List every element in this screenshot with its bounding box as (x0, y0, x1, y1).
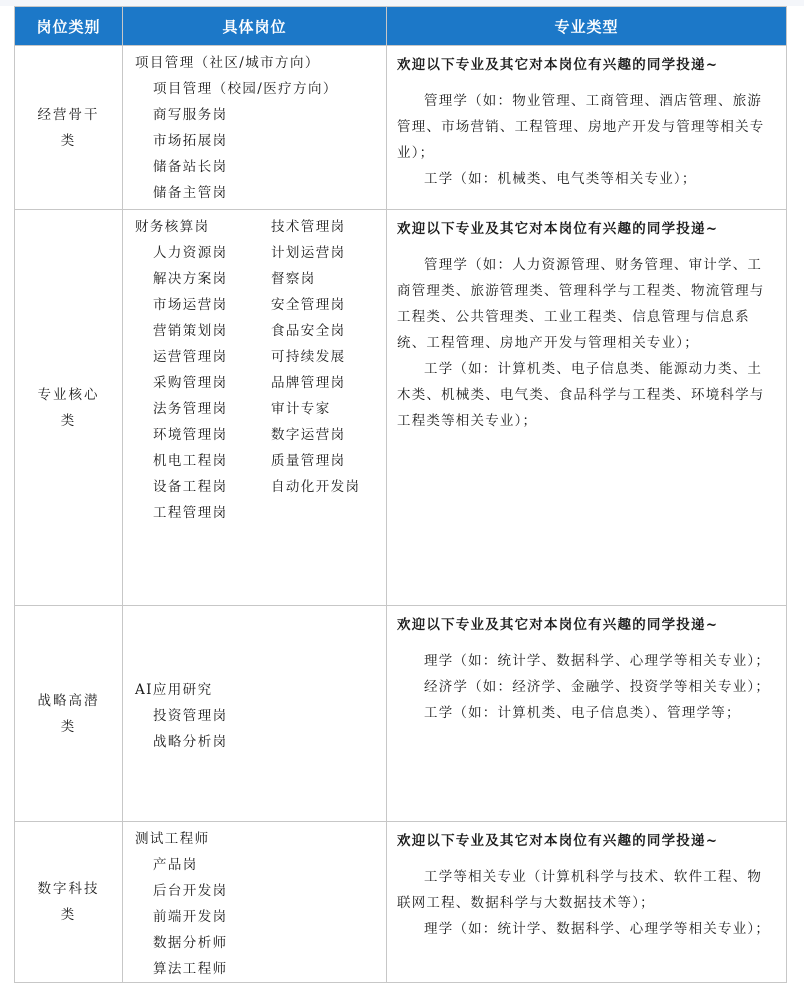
position-item: 计划运营岗 (271, 245, 346, 261)
table-row (15, 210, 787, 606)
major-item: 工学（如：机械类、电气类等相关专业）； (424, 171, 697, 187)
header-majors: 专业类型 (387, 7, 787, 46)
header-category: 岗位类别 (15, 7, 123, 46)
position-item: 安全管理岗 (271, 297, 346, 313)
position-item: 技术管理岗 (271, 219, 346, 235)
position-item: 解决方案岗 (153, 271, 228, 287)
majors-cell (387, 210, 787, 606)
position-item: 项目管理（校园/医疗方向） (153, 81, 338, 97)
majors-intro: 欢迎以下专业及其它对本岗位有兴趣的同学投递~ (397, 617, 719, 633)
position-item: 品牌管理岗 (271, 375, 346, 391)
positions-cell (123, 606, 387, 822)
position-item: 采购管理岗 (153, 375, 228, 391)
position-item: 战略分析岗 (153, 733, 228, 750)
majors-cell (387, 822, 787, 983)
positions-cell (123, 210, 387, 606)
position-item: 工程管理岗 (153, 505, 228, 521)
position-item: 商写服务岗 (153, 107, 228, 123)
position-item: 可持续发展 (271, 349, 346, 365)
majors-intro: 欢迎以下专业及其它对本岗位有兴趣的同学投递~ (397, 57, 719, 73)
position-item: 数据分析师 (153, 935, 228, 951)
major-item: 工学等相关专业（计算机科学与技术、软件工程、物联网工程、数据科学与大数据技术等）； (397, 869, 763, 911)
major-item: 经济学（如：经济学、金融学、投资学等相关专业）； (424, 679, 771, 695)
positions-cell (123, 46, 387, 210)
category-cell: 专业核心类 (15, 210, 123, 606)
majors-intro: 欢迎以下专业及其它对本岗位有兴趣的同学投递~ (397, 221, 719, 237)
major-item: 理学（如：统计学、数据科学、心理学等相关专业）； (424, 653, 771, 669)
position-item: 算法工程师 (153, 961, 228, 977)
header-positions: 具体岗位 (123, 7, 387, 46)
major-item: 工学（如：计算机类、电子信息类）、管理学等； (424, 705, 741, 721)
positions-cell (123, 822, 387, 983)
position-item: AI应用研究 (135, 681, 213, 698)
position-item: 自动化开发岗 (271, 479, 361, 495)
position-item: 运营管理岗 (153, 349, 228, 365)
table-row (15, 822, 787, 983)
position-item: 投资管理岗 (153, 707, 228, 724)
position-item: 后台开发岗 (153, 883, 228, 899)
position-item: 测试工程师 (135, 831, 210, 847)
major-item: 工学（如：计算机类、电子信息类、能源动力类、土木类、机械类、电气类、食品科学与工程类、环境科学与工程类等相关专业）； (397, 361, 765, 429)
position-item: 督察岗 (271, 271, 316, 287)
table-row (15, 606, 787, 822)
position-item: 设备工程岗 (153, 479, 228, 495)
major-item: 理学（如：统计学、数据科学、心理学等相关专业）； (424, 921, 771, 937)
position-item: 审计专家 (271, 401, 331, 417)
majors-cell (387, 46, 787, 210)
category-cell: 战略高潜类 (15, 606, 123, 822)
majors-cell (387, 606, 787, 822)
major-item: 管理学（如：物业管理、工商管理、酒店管理、旅游管理、市场营销、工程管理、房地产开发与管理等相关专业）； (397, 93, 765, 161)
position-item: 质量管理岗 (271, 453, 346, 469)
position-item: 数字运营岗 (271, 427, 346, 443)
position-item: 前端开发岗 (153, 909, 228, 925)
position-item: 财务核算岗 (135, 219, 210, 235)
table-row (15, 46, 787, 210)
major-item: 管理学（如：人力资源管理、财务管理、审计学、工商管理类、旅游管理类、管理科学与工程类、物流管理与工程类、公共管理类、工业工程类、信息管理与信息系统、工程管理、房地产开发与管理相关专业）； (397, 257, 765, 351)
table-header-row (15, 7, 787, 46)
position-item: 人力资源岗 (153, 245, 228, 261)
position-item: 法务管理岗 (153, 401, 228, 417)
job-category-table (14, 6, 787, 983)
position-item: 市场运营岗 (153, 297, 228, 313)
position-item: 产品岗 (153, 857, 198, 873)
position-item: 储备站长岗 (153, 159, 228, 175)
position-item: 食品安全岗 (271, 323, 346, 339)
position-item: 机电工程岗 (153, 453, 228, 469)
position-item: 环境管理岗 (153, 427, 228, 443)
majors-intro: 欢迎以下专业及其它对本岗位有兴趣的同学投递~ (397, 833, 719, 849)
category-cell: 经营骨干类 (15, 46, 123, 210)
position-item: 市场拓展岗 (153, 133, 228, 149)
position-item: 营销策划岗 (153, 323, 228, 339)
position-item: 储备主管岗 (153, 185, 228, 201)
category-cell: 数字科技类 (15, 822, 123, 983)
position-item: 项目管理（社区/城市方向） (135, 55, 320, 71)
